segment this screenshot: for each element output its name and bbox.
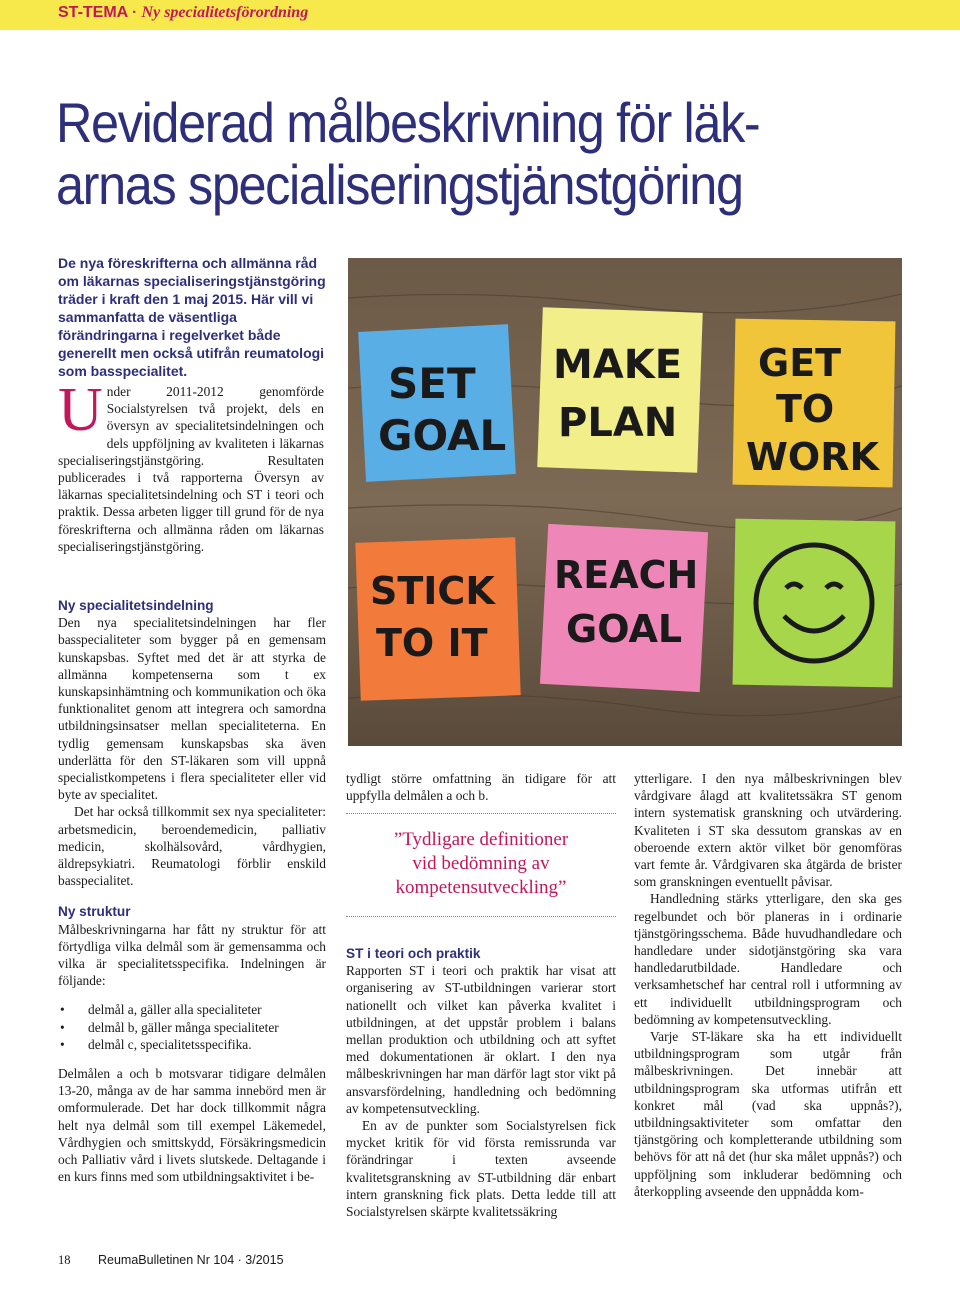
paragraph-supervision: Handledning stärks ytterligare, den ska ges regelbundet och bör planeras in i ordinarie tjänstgöringsschema. Både huvudhandledare och handledare under sidotjänstgöring ska vara handledarutbildade. Handledare och verksamhetschef har central roll i utformning av ett individuellt utbildningsprogram och bedömning av kompetensutveckling. — [634, 891, 902, 1027]
spacer — [58, 889, 326, 903]
note-text: GOAL — [566, 607, 683, 651]
note-smiley — [733, 519, 896, 688]
note-text: WORK — [746, 435, 879, 479]
list-item: • delmål c, specialitetsspecifika. — [58, 1036, 326, 1053]
list-item: • delmål b, gäller många specialiteter — [58, 1019, 326, 1036]
middle-column-top — [346, 770, 616, 804]
delmal-list — [58, 1001, 326, 1053]
pull-quote-line: ”Tydligare definitioner — [393, 829, 569, 850]
title-line-2: arnas specialiseringstjänstgöring — [56, 153, 743, 216]
note-text: SET — [388, 359, 476, 408]
paragraph-continued: tydligt större omfattning än tidigare för att uppfylla delmålen a och b. — [346, 771, 616, 804]
paragraph-criticism: En av de punkter som Socialstyrelsen fick mycket kritik för vid första remissrunda var förändringar i texten avseende kvalitetsgranskning av ST-utbildning där enbart intern granskning fick plats. Detta ledde till att Socialstyrelsen skärpte kvalitetssäkring — [346, 1118, 616, 1220]
note-set-goal — [358, 324, 516, 482]
pull-quote-line: kompetensutveckling” — [395, 877, 567, 898]
note-text: REACH — [554, 553, 699, 597]
paragraph-st-report: Rapporten ST i teori och praktik har visat att organisering av ST-utbildningen varierar stort nationellt och vilket kan påverka kvalitet i utbildningen, at det uppstår problem i balans mellan produktion och utbildning och att syftet med dokumentationen är oklart. I den nya målbeskrivningen har man därför lagt stor vikt på ansvarsfördelning, handledning och bedömning av kompetensutveckling. — [346, 963, 616, 1116]
note-text: TO IT — [376, 621, 488, 665]
paragraph-delmal: Delmålen a och b motsvarar tidigare delmålen 13-20, många av de har samma innebörd men är omformulerade. Det har dock tillkommit några helt nya delmål som till exempel Läkemedel, Vårdhygien och smittskydd, Försäkringsmedicin och Palliativ vård i livets slutskede. Deltagande i en kurs finns med som utbildningsaktivitet i be- — [58, 1066, 326, 1185]
section-tag: ST-TEMA — [58, 4, 128, 21]
intro-column — [58, 376, 324, 555]
middle-column — [346, 945, 616, 1220]
subheading-specialty-division: Ny specialitetsindelning — [58, 598, 214, 613]
paragraph-new-specialties: Det har också tillkommit sex nya specialiteter: arbetsmedicin, beroendemedicin, palliativ medicin, skolhälsovård, vårdhygien, äldrepsykiatri. Reumatologi förblir enskild basspecialitet. — [58, 804, 326, 889]
article-title — [56, 92, 848, 216]
note-reach-goal — [540, 524, 708, 692]
note-text: PLAN — [558, 400, 678, 446]
section-separator: · — [132, 4, 138, 21]
left-column — [58, 597, 326, 1186]
subheading-new-structure: Ny struktur — [58, 904, 131, 920]
note-make-plan — [537, 307, 702, 472]
note-text: MAKE — [553, 342, 683, 388]
subheading-st-theory-practice: ST i teori och praktik — [346, 946, 481, 961]
paragraph-quality-assurance: ytterligare. I den nya målbeskrivningen blev vårdgivare ålagd att kvalitetssäkra ST genom intern systematisk granskning och utvärdering. Kvaliteten i ST ska dessutom granskas av en oberoende extern aktör vilket bör genomföras vart femte år. Vårdgivaren ska åtgärda de brister som granskningen eventuellt påvisar. — [634, 771, 902, 890]
paragraph-new-structure: Målbeskrivningarna har fått ny struktur för att förtydliga vilka delmål som är gemensamma och vilka är specialitetsspecifika. Indelningen är följande: — [58, 921, 326, 989]
sticky-notes-photo — [348, 258, 902, 746]
section-label — [58, 4, 308, 22]
article-lead: De nya föreskrifterna och allmänna råd om läkarnas specialiseringstjänstgöring träder i kraft den 1 maj 2015. Här vill vi sammanfatta de väsentliga förändringarna i regelverket både generellt men också utifrån reumatologi som basspecialitet. — [58, 255, 326, 379]
publication-info: ReumaBulletinen Nr 104 · 3/2015 — [98, 1253, 284, 1267]
paragraph-individual-program: Varje ST-läkare ska ha ett individuellt utbildningsprogram som utgår från målbeskrivningen. Det innebär att utbildningsprogram ska utformas utifrån ett konkret mål (vad ska uppnås?), utbildningsaktiviteter som omfattar den tjänstgöring och kompletterande utbildning som behövs för att nå det (hur ska målet uppnås?) och uppföljning som inkluderar bedömning och återkoppling avseende den uppnådda kom- — [634, 1029, 902, 1199]
note-text: TO — [776, 387, 835, 431]
section-header-bar — [0, 0, 960, 30]
photo-illustration — [348, 258, 902, 746]
section-subtitle: Ny specialitetsförordning — [141, 4, 309, 21]
note-get-to-work — [733, 319, 896, 488]
list-item: • delmål a, gäller alla specialiteter — [58, 1001, 326, 1018]
note-text: GET — [758, 341, 842, 385]
intro-paragraph — [58, 376, 324, 555]
pull-quote-line: vid bedömning av — [412, 853, 550, 874]
intro-text: nder 2011-2012 genomförde Socialstyrelsen två projekt, dels en översyn av specialitetsindelningen och dels uppföljning av kvaliteten i läkarnas specialiseringstjänstgöring. Resultaten publicerades i två rapporterna Översyn av läkarnas specialitetsindelning och ST i teori och praktik. Dessa arbeten ligger till grund för de nya föreskrifterna och allmänna råden om läkarnas specialiseringstjänstgöring. — [58, 384, 324, 554]
note-text: GOAL — [378, 411, 507, 460]
page-number: 18 — [58, 1253, 71, 1267]
title-line-1: Reviderad målbeskrivning för läk- — [56, 91, 760, 154]
note-stick-to-it — [355, 537, 520, 700]
drop-cap: U — [58, 376, 103, 444]
right-column — [634, 770, 902, 1200]
note-text: STICK — [370, 569, 495, 613]
pull-quote — [346, 813, 616, 917]
paragraph-specialty-division: Den nya specialitetsindelningen har fler basspecialiteter som bygger på en gemensam kunskapsbas. Syftet med det är att styrka de allmänna kompetenserna som t ex kunskapsinhämtning och kommunikation och öka funktionalitet genom att integrera och samordna utbildningsinsatser mellan specialiteterna. En tydlig gemensam kunskapsbas ska även underlätta för den ST-läkaren som vill uppnå specialistkompetens i flera specialiteter eller vid byte av specialitet. — [58, 615, 326, 803]
